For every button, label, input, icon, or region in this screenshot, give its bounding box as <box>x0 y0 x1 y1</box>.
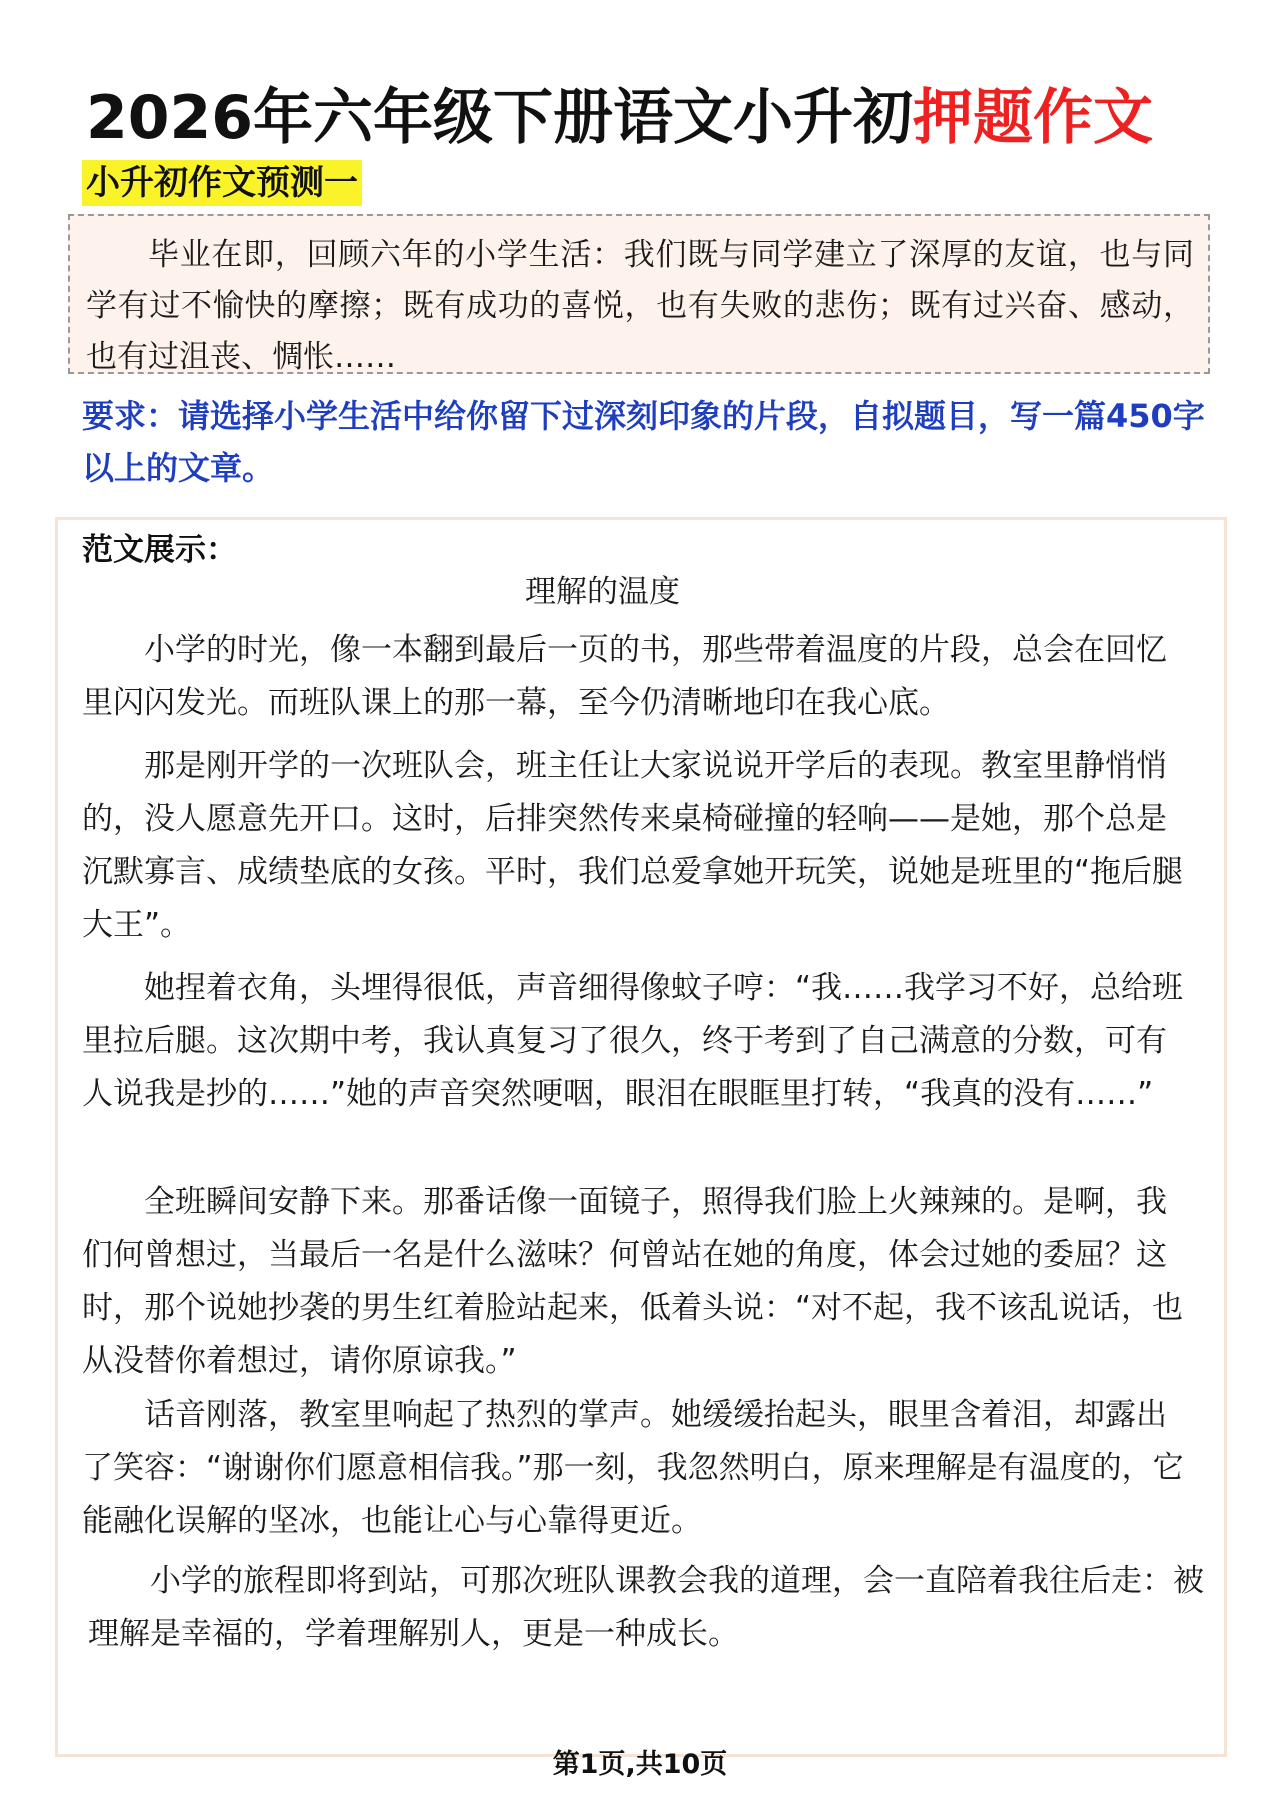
page-title <box>86 78 1153 158</box>
essay-paragraph: 话音刚落，教室里响起了热烈的掌声。她缓缓抬起头，眼里含着泪，却露出了笑容：“谢谢你们愿意相信我。”那一刻，我忽然明白，原来理解是有温度的，它能融化误解的坚冰，也能让心与心靠得更近。 <box>82 1397 1184 1539</box>
essay-paragraph: 她捏着衣角，头埋得很低，声音细得像蚊子哼：“我……我学习不好，总给班里拉后腿。这次期中考，我认真复习了很久，终于考到了自己满意的分数，可有人说我是抄的……”她的声音突然哽咽，眼泪在眼眶里打转，“我真的没有……” <box>82 970 1184 1112</box>
page-title-main: 2026年六年级下册语文小升初 <box>86 83 913 153</box>
essay-paragraph: 小学的旅程即将到站，可那次班队课教会我的道理，会一直陪着我往后走：被理解是幸福的，学着理解别人，更是一种成长。 <box>88 1563 1204 1652</box>
essay-paragraph: 全班瞬间安静下来。那番话像一面镜子，照得我们脸上火辣辣的。是啊，我们何曾想过，当最后一名是什么滋味？何曾站在她的角度，体会过她的委屈？这时，那个说她抄袭的男生红着脸站起来，低着头说：“对不起，我不该乱说话，也从没替你着想过，请你原谅我。” <box>82 1184 1184 1379</box>
essay-label: 范文展示： <box>82 532 237 568</box>
page-title-accent: 押题作文 <box>913 83 1153 153</box>
page-number: 第1页,共10页 <box>552 1749 728 1780</box>
essay-paragraph: 小学的时光，像一本翻到最后一页的书，那些带着温度的片段，总会在回忆里闪闪发光。而班队课上的那一幕，至今仍清晰地印在我心底。 <box>82 632 1167 721</box>
section-heading: 小升初作文预测一 <box>82 160 362 206</box>
prompt-text: 毕业在即，回顾六年的小学生活：我们既与同学建立了深厚的友谊，也与同学有过不愉快的摩擦；既有成功的喜悦，也有失败的悲伤；既有过兴奋、感动，也有过沮丧、惆怅…… <box>86 237 1194 375</box>
prompt-box <box>68 214 1210 374</box>
requirement-text: 要求：请选择小学生活中给你留下过深刻印象的片段，自拟题目，写一篇450字以上的文章。 <box>82 397 1205 487</box>
essay-title: 理解的温度 <box>525 574 680 610</box>
essay-paragraph: 那是刚开学的一次班队会，班主任让大家说说开学后的表现。教室里静悄悄的，没人愿意先开口。这时，后排突然传来桌椅碰撞的轻响——是她，那个总是沉默寡言、成绩垫底的女孩。平时，我们总爱拿她开玩笑，说她是班里的“拖后腿大王”。 <box>82 748 1184 943</box>
